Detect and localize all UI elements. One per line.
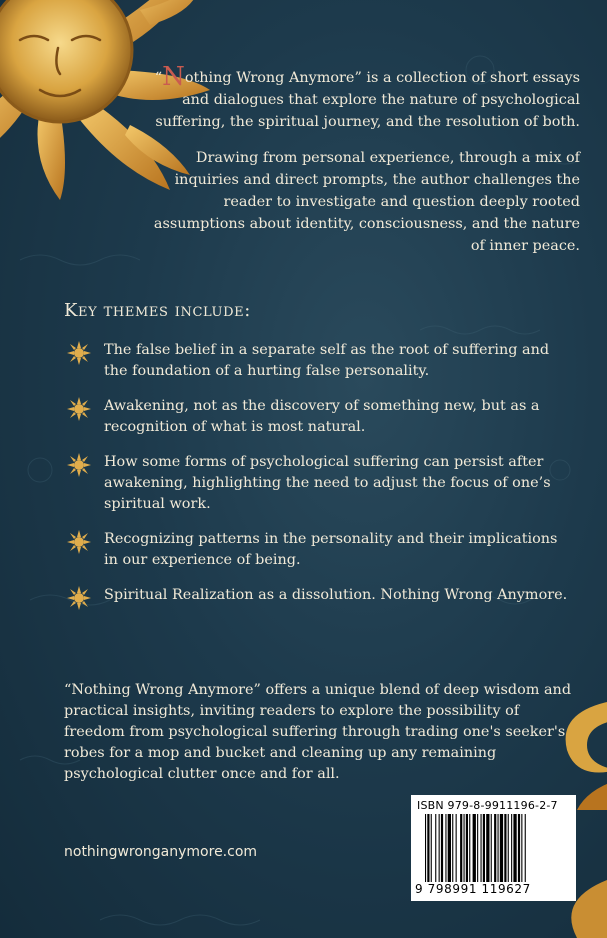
theme-item-text: Recognizing patterns in the personality and their implications in our experience of being. bbox=[104, 531, 558, 568]
key-themes-list bbox=[64, 340, 574, 620]
sun-bullet-icon bbox=[66, 529, 92, 555]
isbn-label: ISBN 979-8-9911196-2-7 bbox=[417, 799, 558, 812]
sun-bullet-icon bbox=[66, 396, 92, 422]
barcode-bars bbox=[425, 814, 567, 882]
theme-item bbox=[64, 340, 574, 382]
theme-item bbox=[64, 529, 574, 571]
theme-item-text: Spiritual Realization as a dissolution. Nothing Wrong Anymore. bbox=[104, 587, 568, 603]
intro-paragraph-1-text: othing Wrong Anymore” is a collection of short essays and dialogues that explore the nature of psychological suffering, the spiritual journey, and the resolution of both. bbox=[155, 70, 580, 130]
sun-bullet-icon bbox=[66, 452, 92, 478]
theme-item-text: How some forms of psychological suffering can persist after awakening, highlighting the need to adjust the focus of one’s spiritual work. bbox=[104, 454, 551, 512]
intro-paragraph-1 bbox=[150, 62, 580, 133]
closing-paragraph: “Nothing Wrong Anymore” offers a unique blend of deep wisdom and practical insights, inviting readers to explore the possibility of freedom from psychological suffering through trading one's seeker's robes for a mop and bucket and cleaning up any remaining psychological clutter once and for all. bbox=[64, 682, 572, 782]
intro-section bbox=[150, 62, 580, 257]
key-themes-heading: Key themes include: bbox=[64, 300, 251, 321]
theme-item-text: The false belief in a separate self as the root of suffering and the foundation of a hurting false personality. bbox=[104, 342, 550, 379]
website-url: nothingwronganymore.com bbox=[64, 844, 258, 860]
isbn-barcode bbox=[411, 795, 576, 901]
intro-paragraph-2: Drawing from personal experience, through a mix of inquiries and direct prompts, the author challenges the reader to investigate and question deeply rooted assumptions about identity, consciousness, and the nature of inner peace. bbox=[153, 150, 580, 254]
sun-bullet-icon bbox=[66, 585, 92, 611]
theme-item bbox=[64, 585, 574, 606]
theme-item bbox=[64, 452, 574, 515]
open-quote: “ bbox=[154, 70, 163, 86]
theme-item bbox=[64, 396, 574, 438]
dropcap-letter: N bbox=[162, 62, 185, 92]
theme-item-text: Awakening, not as the discovery of something new, but as a recognition of what is most natural. bbox=[104, 398, 540, 435]
sun-bullet-icon bbox=[66, 340, 92, 366]
barcode-digits: 9 798991 119627 bbox=[415, 882, 531, 896]
